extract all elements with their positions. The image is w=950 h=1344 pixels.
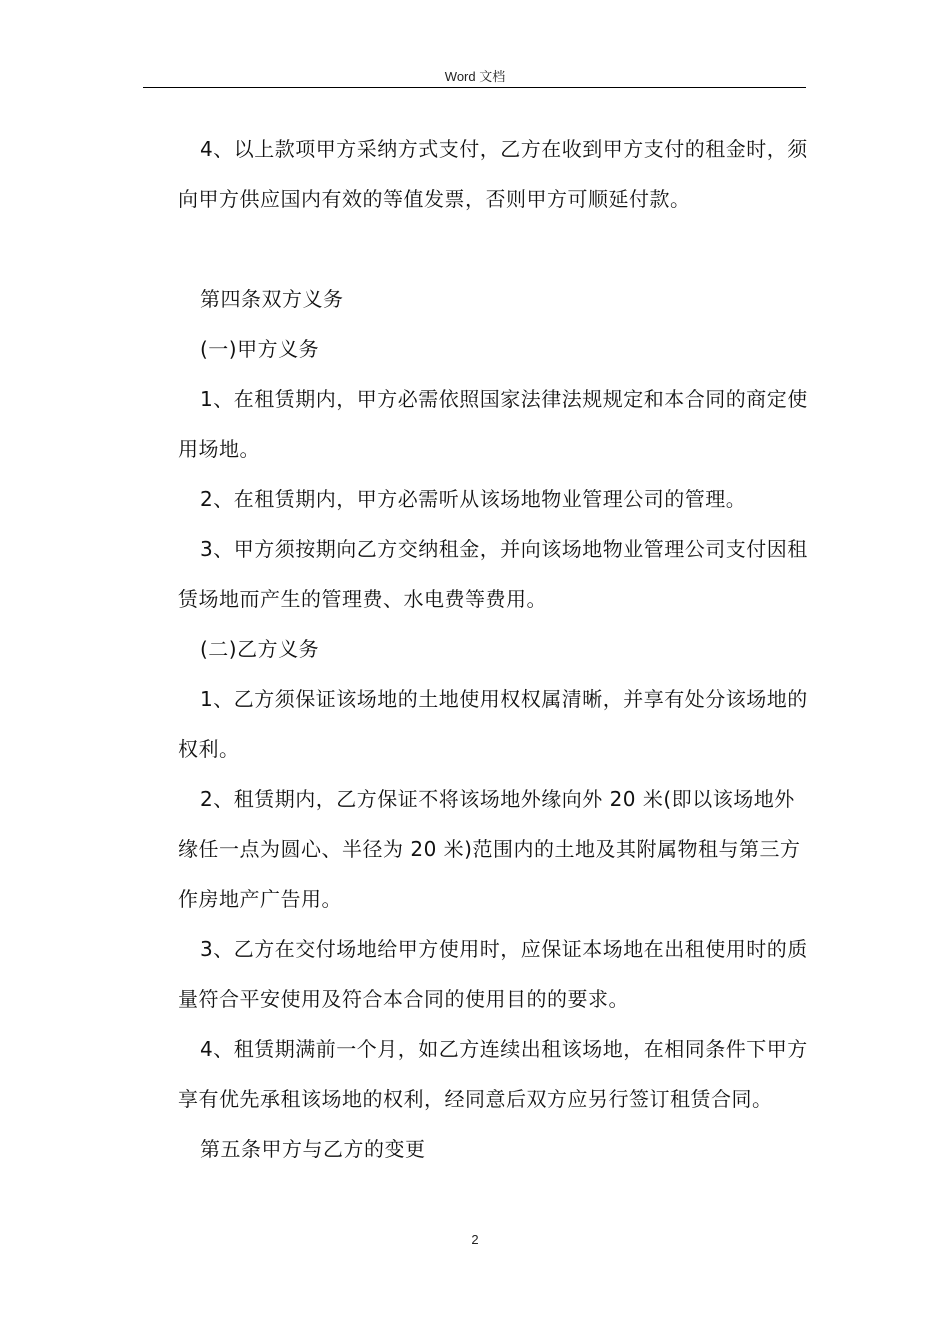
- paragraph: 2、在租赁期内，甲方必需听从该场地物业管理公司的管理。: [200, 487, 747, 511]
- paragraph-gap: [178, 224, 808, 274]
- paragraph: 2、租赁期内，乙方保证不将该场地外缘向外 20 米(即以该场地外缘任一点为圆心、半径为 20 米)范围内的土地及其附属物租与第三方作房地产广告用。: [178, 787, 801, 911]
- page-header: Word 文档: [444, 69, 506, 84]
- paragraph: 3、乙方在交付场地给甲方使用时，应保证本场地在出租使用时的质量符合平安使用及符合本合同的使用目的的要求。: [178, 937, 808, 1011]
- document-body: [178, 124, 808, 1174]
- paragraph: 4、以上款项甲方采纳方式支付，乙方在收到甲方支付的租金时，须向甲方供应国内有效的等值发票，否则甲方可顺延付款。: [178, 137, 808, 211]
- paragraph: 4、租赁期满前一个月，如乙方连续出租该场地，在相同条件下甲方享有优先承租该场地的权利，经同意后双方应另行签订租赁合同。: [178, 1037, 808, 1111]
- header-rule: [143, 87, 806, 88]
- section-heading: 第五条甲方与乙方的变更: [200, 1137, 426, 1161]
- paragraph: 1、在租赁期内，甲方必需依照国家法律法规规定和本合同的商定使用场地。: [178, 387, 808, 461]
- paragraph: 1、乙方须保证该场地的土地使用权权属清晰，并享有处分该场地的权利。: [178, 687, 808, 761]
- subsection-heading: (一)甲方义务: [200, 337, 320, 361]
- section-heading: 第四条双方义务: [200, 287, 344, 311]
- subsection-heading: (二)乙方义务: [200, 637, 320, 661]
- page-number: 2: [471, 1232, 479, 1247]
- paragraph: 3、甲方须按期向乙方交纳租金，并向该场地物业管理公司支付因租赁场地而产生的管理费、水电费等费用。: [178, 537, 808, 611]
